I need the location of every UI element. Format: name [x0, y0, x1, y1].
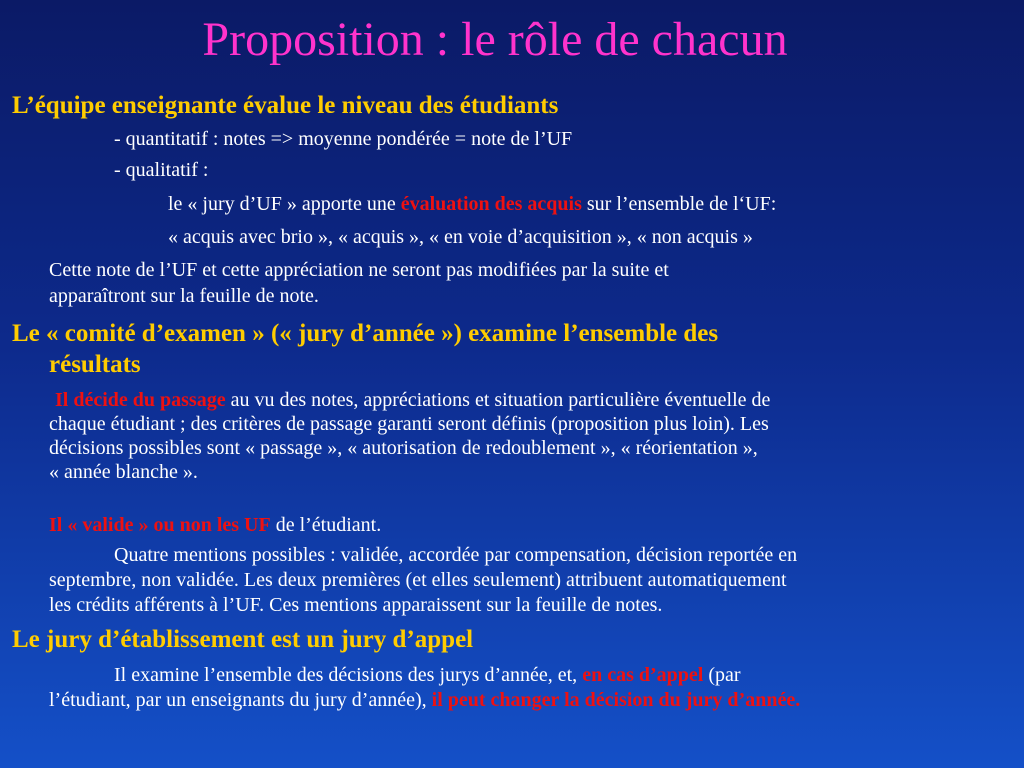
note-uf-line-2: apparaîtront sur la feuille de note.	[49, 285, 319, 307]
jury-uf-text-a: le « jury d’UF » apporte une	[168, 193, 401, 215]
section-heading-comite-line-1: Le « comité d’examen » (« jury d’année ») examine l’ensemble des	[12, 320, 719, 347]
section-heading-equipe: L’équipe enseignante évalue le niveau des étudiants	[12, 92, 559, 119]
acquis-mentions: « acquis avec brio », « acquis », « en voie d’acquisition », « non acquis »	[168, 226, 753, 248]
appel-highlight: en cas d’appel	[582, 664, 704, 686]
appel-line-2	[49, 689, 800, 712]
passage-line-1	[55, 389, 770, 412]
section-heading-etablissement: Le jury d’établissement est un jury d’appel	[12, 626, 474, 653]
mentions-line-3: les crédits afférents à l’UF. Ces mentions apparaissent sur la feuille de notes.	[49, 594, 663, 616]
passage-text: au vu des notes, appréciations et situation particulière éventuelle de	[225, 389, 771, 411]
passage-line-4: « année blanche ».	[49, 461, 198, 483]
note-uf-line-1: Cette note de l’UF et cette appréciation ne seront pas modifiées par la suite et	[49, 259, 669, 281]
valide-line	[49, 514, 381, 537]
jury-uf-text-b: sur l’ensemble de l‘UF:	[581, 193, 777, 215]
bullet-quantitatif: - quantitatif : notes => moyenne pondérée = note de l’UF	[114, 128, 573, 150]
jury-uf-highlight: évaluation des acquis	[400, 193, 582, 215]
passage-line-3: décisions possibles sont « passage », « autorisation de redoublement », « réorientation »,	[49, 437, 758, 459]
section-heading-comite-line-2: résultats	[49, 351, 141, 378]
jury-uf-line	[168, 193, 776, 216]
mentions-line-1: Quatre mentions possibles : validée, accordée par compensation, décision reportée en	[114, 544, 798, 566]
valide-text: de l’étudiant.	[270, 514, 382, 536]
passage-line-2: chaque étudiant ; des critères de passage garanti seront définis (proposition plus loin). Les	[49, 413, 769, 435]
appel-text-b: (par	[703, 664, 741, 686]
passage-highlight: Il décide du passage	[55, 389, 226, 411]
mentions-line-2: septembre, non validée. Les deux premières (et elles seulement) attribuent automatiquement	[49, 569, 787, 591]
appel-text-a: Il examine l’ensemble des décisions des jurys d’année, et,	[114, 664, 583, 686]
appel2-highlight: il peut changer la décision du jury d’année.	[431, 689, 801, 711]
valide-highlight: Il « valide » ou non les UF	[49, 514, 271, 536]
appel-line-1	[114, 664, 741, 687]
bullet-qualitatif: - qualitatif :	[114, 159, 209, 181]
slide-title: Proposition : le rôle de chacun	[202, 13, 788, 66]
appel2-text: l’étudiant, par un enseignants du jury d’année),	[49, 689, 432, 711]
